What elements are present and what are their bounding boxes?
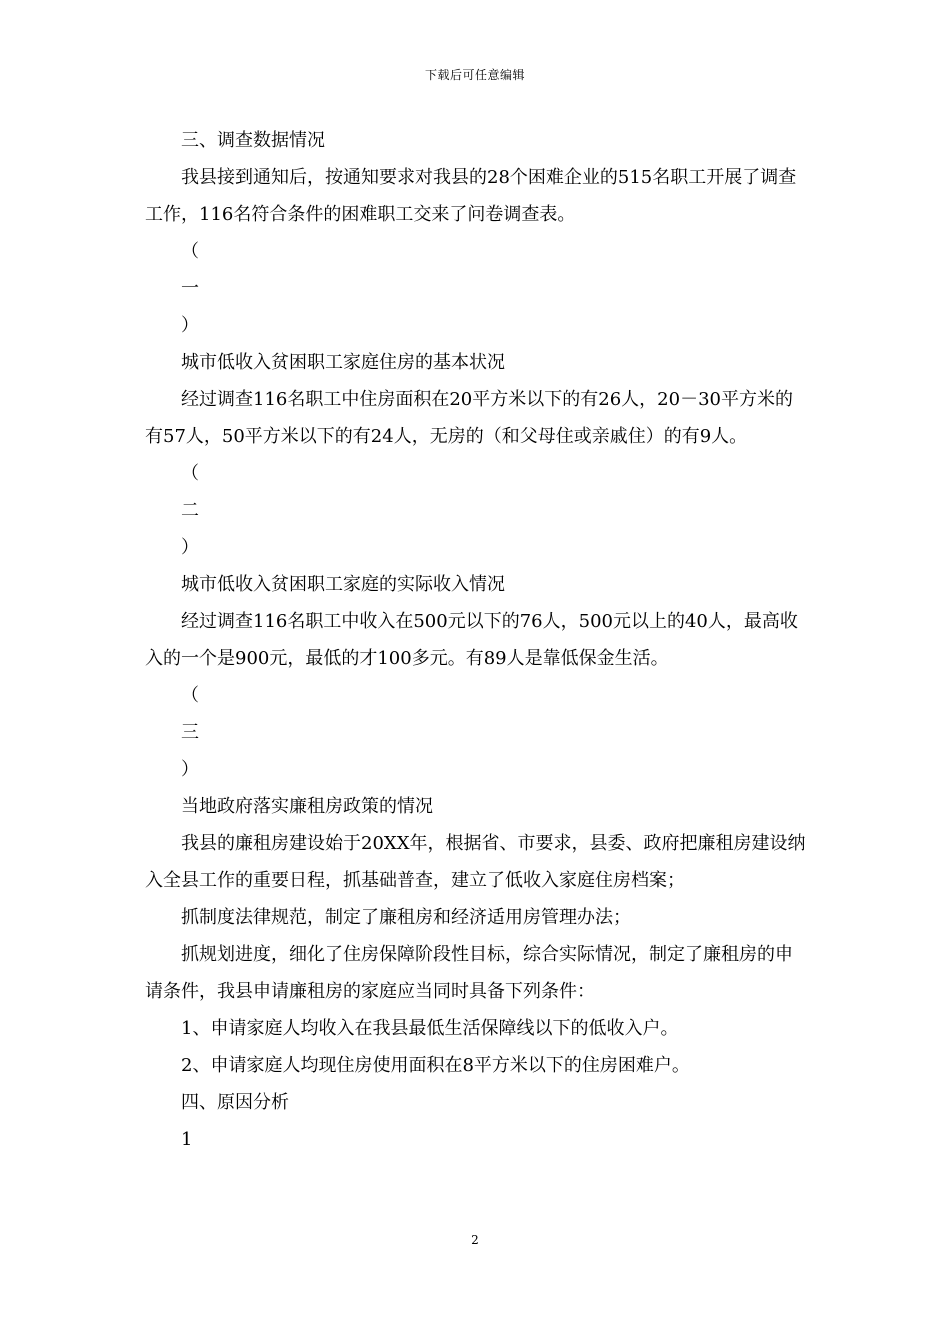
paragraph: 我县的廉租房建设始于20XX年，根据省、市要求，县委、政府把廉租房建设纳入全县工作的重要日程，抓基础普查，建立了低收入家庭住房档案； [145, 833, 806, 891]
paragraph: 2、申请家庭人均现住房使用面积在8平方米以下的住房困难户。 [181, 1055, 690, 1076]
paragraph: ） [181, 759, 199, 780]
paragraph: 二 [181, 500, 199, 521]
paragraph: 抓制度法律规范，制定了廉租房和经济适用房管理办法； [181, 907, 631, 928]
paragraph: 城市低收入贫困职工家庭的实际收入情况 [181, 574, 505, 595]
paragraph: （ [181, 463, 199, 484]
document-body [145, 122, 810, 1158]
paragraph: 我县接到通知后，按通知要求对我县的28个困难企业的515名职工开展了调查工作，116名符合条件的困难职工交来了问卷调查表。 [145, 167, 797, 225]
paragraph: 1、申请家庭人均收入在我县最低生活保障线以下的低收入户。 [181, 1018, 679, 1039]
paragraph: 1 [181, 1129, 193, 1150]
paragraph: 三、调查数据情况 [181, 130, 325, 151]
paragraph: ） [181, 315, 199, 336]
paragraph: 一 [181, 278, 199, 299]
page-number: 2 [471, 1233, 479, 1247]
paragraph: （ [181, 685, 199, 706]
paragraph: （ [181, 241, 199, 262]
paragraph: 四、原因分析 [181, 1092, 289, 1113]
paragraph: ） [181, 537, 199, 558]
paragraph: 经过调查116名职工中收入在500元以下的76人，500元以上的40人，最高收入的一个是900元，最低的才100多元。有89人是靠低保金生活。 [145, 611, 798, 669]
paragraph: 经过调查116名职工中住房面积在20平方米以下的有26人，20－30平方米的有57人，50平方米以下的有24人，无房的（和父母住或亲戚住）的有9人。 [145, 389, 793, 447]
paragraph: 抓规划进度，细化了住房保障阶段性目标，综合实际情况，制定了廉租房的申请条件，我县申请廉租房的家庭应当同时具备下列条件： [145, 944, 793, 1002]
paragraph: 当地政府落实廉租房政策的情况 [181, 796, 433, 817]
paragraph: 城市低收入贫困职工家庭住房的基本状况 [181, 352, 505, 373]
page-header: 下载后可任意编辑 [424, 68, 525, 82]
paragraph: 三 [181, 722, 199, 743]
